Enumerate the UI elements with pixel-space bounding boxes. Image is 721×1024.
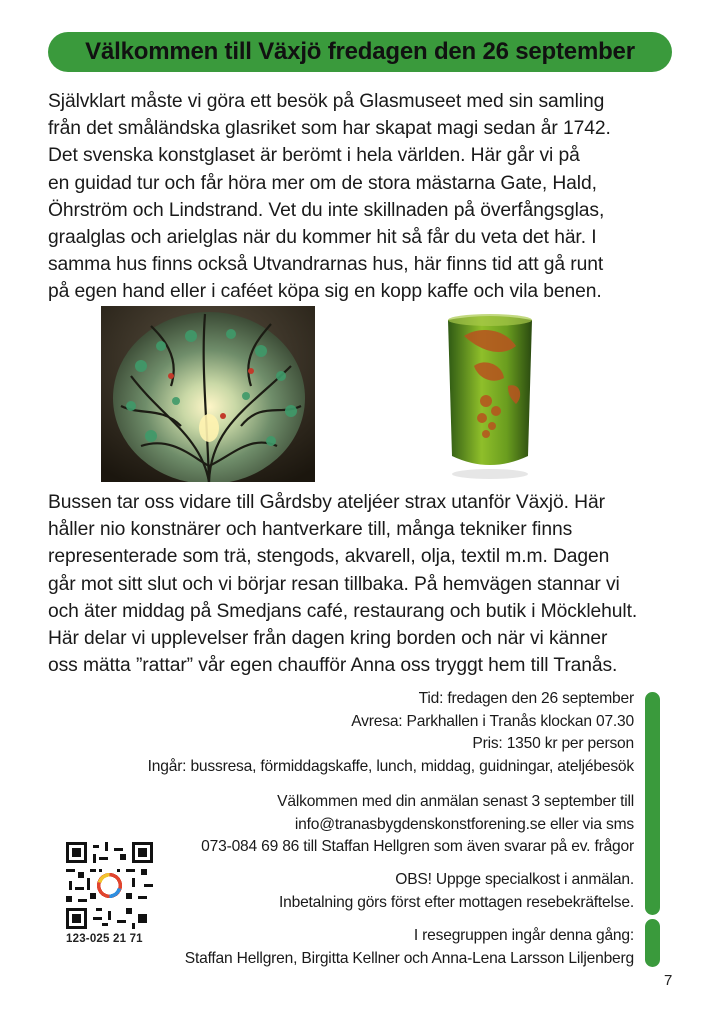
registration-phone: 073-084 69 86 till Staffan Hellgren som även svarar på ev. frågor: [201, 838, 634, 856]
text-line: från det småländska glasriket som har skapat magi sedan år 1742.: [48, 118, 611, 140]
intro-paragraph: [48, 88, 688, 306]
note-line: OBS! Uppge specialkost i anmälan.: [395, 871, 634, 888]
group-heading: I resegruppen ingår denna gång:: [413, 927, 634, 944]
registration-email: info@tranasbygdenskonstforening.se eller via sms: [294, 815, 634, 833]
text-line: representerade som trä, stengods, akvarell, olja, textil m.m. Dagen: [48, 546, 610, 568]
trip-time: Tid: fredagen den 26 september: [418, 690, 634, 707]
accent-bar: [645, 692, 660, 915]
note-line: Inbetalning görs först efter mottagen resebekräftelse.: [279, 893, 634, 911]
page-number: 7: [664, 972, 673, 989]
text-line: och äter middag på Smedjans café, restaurang och butik i Möcklehult.: [48, 600, 638, 622]
text-line: Här delar vi upplevelser från dagen kring borden och när vi känner: [48, 628, 608, 650]
swish-qr-code[interactable]: [66, 842, 153, 929]
trip-departure: Avresa: Parkhallen i Tranås klockan 07.30: [351, 712, 634, 730]
notes-info: [279, 869, 634, 914]
trip-details: [148, 688, 634, 778]
text-line: Bussen tar oss vidare till Gårdsby ateljéer strax utanför Växjö. Här: [48, 492, 605, 513]
accent-bar: [645, 919, 660, 967]
text-line: går mot sitt slut och vi börjar resan tillbaka. På hemvägen stannar vi: [48, 573, 620, 595]
group-info: [185, 925, 634, 970]
text-line: graalglas och arielglas när du kommer hit så får du veta det här. I: [48, 227, 597, 249]
registration-line: Välkommen med din anmälan senast 3 september till: [277, 793, 634, 810]
page-title: Välkommen till Växjö fredagen den 26 september: [48, 32, 672, 72]
text-line: samma hus finns också Utvandrarnas hus, här finns tid att gå runt: [48, 254, 604, 276]
glass-sphere-photo: [101, 306, 315, 482]
registration-info: [201, 791, 634, 859]
text-line: Öhrström och Lindstrand. Vet du inte skillnaden på överfångsglas,: [48, 199, 605, 221]
text-line: håller nio konstnärer och hantverkare till, många tekniker finns: [48, 519, 573, 541]
trip-price: Pris: 1350 kr per person: [472, 735, 634, 753]
text-line: en guidad tur och får höra mer om de stora mästarna Gate, Hald,: [48, 172, 597, 194]
second-paragraph: [48, 489, 688, 679]
trip-included: Ingår: bussresa, förmiddagskaffe, lunch, middag, guidningar, ateljébesök: [147, 757, 634, 775]
glass-vase-photo: [424, 306, 556, 482]
group-members: Staffan Hellgren, Birgitta Kellner och Anna-Lena Larsson Liljenberg: [184, 949, 634, 967]
text-line: på egen hand eller i caféet köpa sig en kopp kaffe och vila benen.: [48, 281, 602, 303]
swish-number: 123-025 21 71: [66, 933, 143, 945]
text-line: oss mätta ”rattar” vår egen chaufför Anna oss tryggt hem till Tranås.: [48, 655, 618, 677]
text-line: Det svenska konstglaset är berömt i hela världen. Här går vi på: [48, 145, 580, 167]
text-line: Självklart måste vi göra ett besök på Glasmuseet med sin samling: [48, 91, 605, 112]
